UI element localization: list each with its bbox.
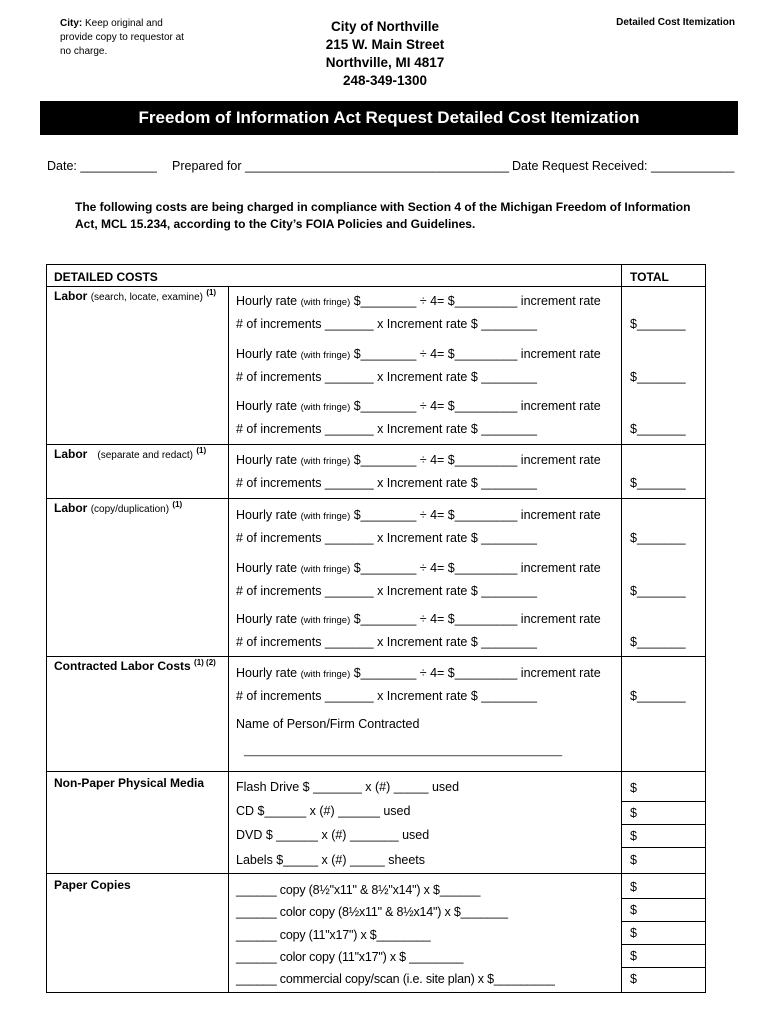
- hourly-rate-blanks: $________ ÷ 4= $_________ increment rate: [350, 399, 601, 413]
- section-title: Labor: [54, 501, 88, 515]
- footnote-ref: (1) (2): [194, 658, 216, 667]
- date-request-received-field[interactable]: Date Request Received: ____________: [512, 159, 735, 173]
- intro-paragraph: The following costs are being charged in compliance with Section 4 of the Michigan Freedom of Information Act, MCL 15.234, according to the City’s FOIA Policies and Guidelines.: [75, 200, 691, 231]
- dvd-line[interactable]: DVD $ ______ x (#) _______ used: [236, 828, 430, 842]
- row-total-field[interactable]: $_______: [630, 584, 686, 598]
- table-divider: [46, 286, 706, 287]
- section-label-contracted-labor: [54, 658, 216, 673]
- media-total-cd[interactable]: $: [630, 806, 637, 820]
- table-divider: [621, 967, 706, 968]
- paper-total-color[interactable]: $: [630, 903, 637, 917]
- fringe-note: (with fringe): [300, 350, 351, 361]
- hourly-rate-line[interactable]: [236, 347, 601, 361]
- section-label-labor-redact: [54, 446, 206, 461]
- hourly-rate-label: Hourly rate: [236, 561, 301, 575]
- table-divider: [621, 944, 706, 945]
- column-header-detailed-costs: DETAILED COSTS: [54, 270, 158, 284]
- hourly-rate-label: Hourly rate: [236, 612, 301, 626]
- page-title: Freedom of Information Act Request Detailed Cost Itemization: [40, 101, 738, 135]
- phone-number: 248-349-1300: [342, 73, 428, 88]
- hourly-rate-line[interactable]: [236, 294, 601, 308]
- section-title: Labor: [54, 447, 88, 461]
- increments-line[interactable]: # of increments _______ x Increment rate $ ________: [236, 635, 537, 649]
- media-total-flash[interactable]: $: [630, 781, 637, 795]
- city-name: City of Northville: [330, 19, 439, 34]
- footnote-ref: (1): [172, 500, 183, 509]
- media-total-dvd[interactable]: $: [630, 829, 637, 843]
- section-label-paper-copies: Paper Copies: [54, 878, 131, 892]
- table-divider: [621, 264, 622, 993]
- paper-color-11x17-line[interactable]: ______ color copy (11"x17") x $ ________: [236, 950, 464, 964]
- table-divider: [621, 898, 706, 899]
- hourly-rate-label: Hourly rate: [236, 347, 301, 361]
- paper-total-commercial[interactable]: $: [630, 972, 637, 986]
- paper-color-copy-line[interactable]: ______ color copy (8½x11" & 8½x14") x $_______: [236, 905, 508, 919]
- table-divider: [621, 847, 706, 848]
- increments-line[interactable]: # of increments _______ x Increment rate $ ________: [236, 531, 537, 545]
- increments-line[interactable]: # of increments _______ x Increment rate $ ________: [236, 584, 537, 598]
- hourly-rate-line[interactable]: [236, 561, 601, 575]
- section-title: Contracted Labor Costs: [54, 659, 191, 673]
- paper-copy-11x17-line[interactable]: ______ copy (11"x17") x $________: [236, 928, 431, 942]
- paper-copy-line[interactable]: ______ copy (8½"x11" & 8½"x14") x $______: [236, 883, 481, 897]
- increments-line[interactable]: # of increments _______ x Increment rate $ ________: [236, 422, 537, 436]
- table-divider: [46, 656, 706, 657]
- section-label-labor-search: [54, 288, 216, 303]
- row-total-field[interactable]: $_______: [630, 689, 686, 703]
- table-divider: [621, 801, 706, 802]
- city-address-block: [300, 18, 470, 90]
- increments-line[interactable]: # of increments _______ x Increment rate $ ________: [236, 317, 537, 331]
- fringe-note: (with fringe): [300, 615, 351, 626]
- table-divider: [46, 873, 706, 874]
- hourly-rate-label: Hourly rate: [236, 453, 301, 467]
- media-total-labels[interactable]: $: [630, 853, 637, 867]
- prepared-for-field[interactable]: Prepared for ______________________________________: [172, 159, 510, 173]
- section-subtitle: (search, locate, examine): [90, 292, 203, 303]
- hourly-rate-line[interactable]: [236, 666, 601, 680]
- city-note-label: City:: [60, 18, 83, 29]
- city-instruction-note: [60, 17, 190, 59]
- contracted-name-label: Name of Person/Firm Contracted: [236, 717, 420, 731]
- paper-total-11x17[interactable]: $: [630, 926, 637, 940]
- cd-line[interactable]: CD $______ x (#) ______ used: [236, 804, 411, 818]
- row-total-field[interactable]: $_______: [630, 476, 686, 490]
- increments-line[interactable]: # of increments _______ x Increment rate $ ________: [236, 370, 537, 384]
- hourly-rate-blanks: $________ ÷ 4= $_________ increment rate: [350, 612, 601, 626]
- section-label-labor-copy: [54, 500, 182, 515]
- paper-total-copy[interactable]: $: [630, 880, 637, 894]
- fringe-note: (with fringe): [300, 297, 351, 308]
- footnote-ref: (1): [206, 288, 217, 297]
- row-total-field[interactable]: $_______: [630, 370, 686, 384]
- hourly-rate-blanks: $________ ÷ 4= $_________ increment rate: [350, 666, 601, 680]
- hourly-rate-line[interactable]: [236, 508, 601, 522]
- section-title: Labor: [54, 289, 88, 303]
- city-state: Northville, MI 4817: [325, 55, 445, 70]
- increments-line[interactable]: # of increments _______ x Increment rate $ ________: [236, 476, 537, 490]
- hourly-rate-blanks: $________ ÷ 4= $_________ increment rate: [350, 561, 601, 575]
- fringe-note: (with fringe): [300, 564, 351, 575]
- fringe-note: (with fringe): [300, 669, 351, 680]
- footnote-ref: (1): [196, 446, 207, 455]
- section-label-non-paper-media: Non-Paper Physical Media: [54, 776, 205, 790]
- hourly-rate-label: Hourly rate: [236, 399, 301, 413]
- hourly-rate-blanks: $________ ÷ 4= $_________ increment rate: [350, 347, 601, 361]
- column-header-total: TOTAL: [630, 270, 669, 284]
- table-divider: [46, 444, 706, 445]
- labels-line[interactable]: Labels $_____ x (#) _____ sheets: [236, 853, 426, 867]
- city-note-text: Keep original and provide copy to requestor at no charge.: [60, 18, 184, 57]
- hourly-rate-blanks: $________ ÷ 4= $_________ increment rate: [350, 294, 601, 308]
- flash-drive-line[interactable]: Flash Drive $ _______ x (#) _____ used: [236, 780, 460, 794]
- street-address: 215 W. Main Street: [325, 37, 445, 52]
- table-divider: [46, 498, 706, 499]
- row-total-field[interactable]: $_______: [630, 422, 686, 436]
- hourly-rate-blanks: $________ ÷ 4= $_________ increment rate: [350, 508, 601, 522]
- hourly-rate-blanks: $________ ÷ 4= $_________ increment rate: [350, 453, 601, 467]
- date-field[interactable]: Date: ___________: [47, 159, 157, 173]
- table-divider: [621, 921, 706, 922]
- hourly-rate-label: Hourly rate: [236, 294, 301, 308]
- paper-commercial-line[interactable]: ______ commercial copy/scan (i.e. site plan) x $_________: [236, 972, 555, 986]
- document-tag: Detailed Cost Itemization: [616, 17, 735, 28]
- increments-line[interactable]: # of increments _______ x Increment rate $ ________: [236, 689, 537, 703]
- fringe-note: (with fringe): [300, 456, 351, 467]
- row-total-field[interactable]: $_______: [630, 317, 686, 331]
- hourly-rate-label: Hourly rate: [236, 666, 301, 680]
- table-divider: [621, 824, 706, 825]
- paper-total-color-11x17[interactable]: $: [630, 949, 637, 963]
- hourly-rate-line[interactable]: [236, 453, 601, 467]
- hourly-rate-label: Hourly rate: [236, 508, 301, 522]
- fringe-note: (with fringe): [300, 402, 351, 413]
- table-divider: [46, 771, 706, 772]
- hourly-rate-line[interactable]: [236, 399, 601, 413]
- fringe-note: (with fringe): [300, 511, 351, 522]
- section-subtitle: (copy/duplication): [90, 504, 170, 515]
- row-total-field[interactable]: $_______: [630, 531, 686, 545]
- row-total-field[interactable]: $_______: [630, 635, 686, 649]
- hourly-rate-line[interactable]: [236, 612, 601, 626]
- table-divider: [228, 286, 229, 993]
- contracted-name-input[interactable]: ____________________________________________________: [244, 745, 563, 757]
- section-subtitle: (separate and redact): [97, 450, 193, 461]
